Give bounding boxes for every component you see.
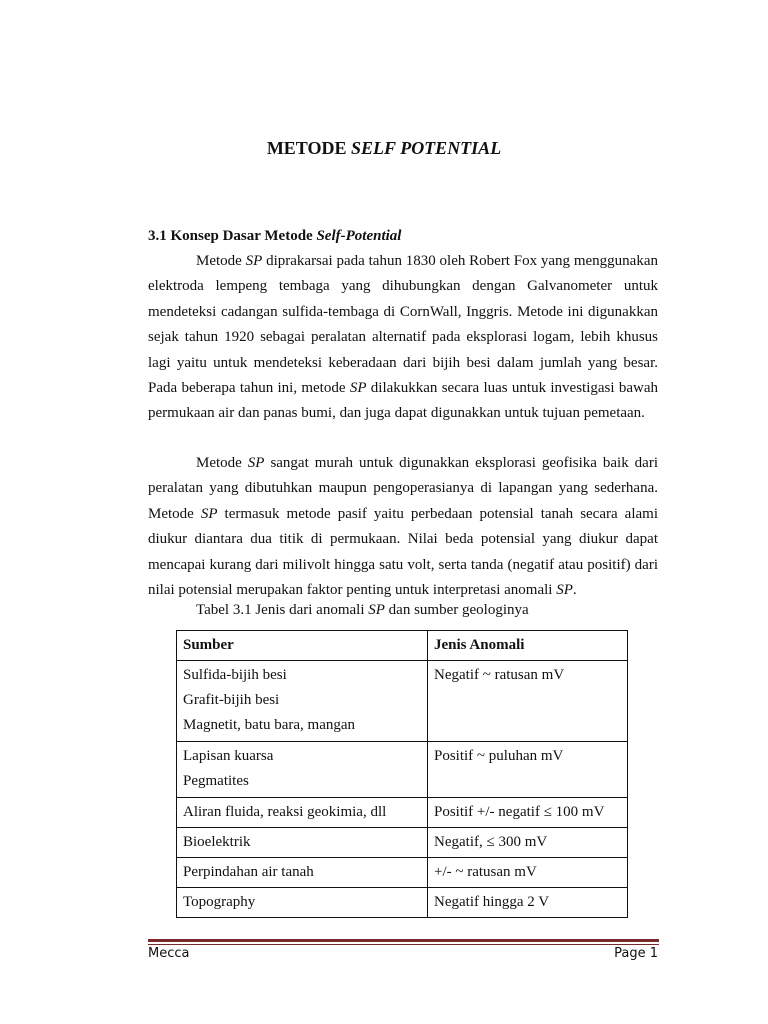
table-header-row	[177, 631, 628, 661]
source-line: Pegmatites	[183, 773, 249, 789]
table-cell-source: Aliran fluida, reaksi geokimia, dll	[177, 798, 428, 828]
table-caption-sp: SP	[368, 602, 385, 618]
table-cell-anomaly: Negatif hingga 2 V	[428, 888, 628, 918]
paragraph-2-text-a: Metode	[196, 455, 248, 471]
paragraph-1	[148, 249, 658, 427]
section-heading	[148, 228, 401, 245]
table-row	[177, 798, 628, 828]
paragraph-1-sp-a: SP	[245, 253, 263, 269]
source-line: Grafit-bijih besi	[183, 692, 280, 708]
table-cell-anomaly: Positif ~ puluhan mV	[428, 742, 628, 798]
table-row	[177, 888, 628, 918]
section-heading-label: 3.1 Konsep Dasar Metode	[148, 228, 317, 244]
source-line: Sulfida-bijih besi	[183, 667, 287, 683]
paragraph-1-sp-b: SP	[349, 380, 367, 397]
table-header-sumber: Sumber	[177, 631, 428, 661]
section-heading-italic: Self-Potential	[316, 228, 402, 244]
table-cell-anomaly: Negatif ~ ratusan mV	[428, 661, 628, 742]
table-cell-source	[177, 661, 428, 742]
paragraph-2-text-d: .	[572, 582, 577, 599]
table-cell-source: Bioelektrik	[177, 828, 428, 858]
table-cell-anomaly: Positif +/- negatif ≤ 100 mV	[428, 798, 628, 828]
table-cell-anomaly: +/- ~ ratusan mV	[428, 858, 628, 888]
table-cell-source: Topography	[177, 888, 428, 918]
table-caption-text-a: Tabel 3.1 Jenis dari anomali	[196, 602, 369, 618]
table-header-jenis-anomali: Jenis Anomali	[428, 631, 628, 661]
footer-author: Mecca	[148, 946, 190, 961]
table-caption	[196, 602, 529, 619]
table-row	[177, 742, 628, 798]
paragraph-2-text-b: sangat murah untuk digunakkan eksplorasi geofisika baik dari peralatan yang dibutuhkan maupun pengoperasianya di lapangan yang sederhana. Metode	[148, 455, 658, 522]
title-main: METODE	[266, 138, 351, 158]
paragraph-2-sp-a: SP	[247, 455, 265, 471]
paragraph-1-text-c: dilakukkan secara luas untuk investigasi bawah permukaan air dan panas bumi, dan juga dapat digunakkan untuk tujuan pemetaan.	[148, 380, 658, 422]
table-row	[177, 828, 628, 858]
paragraph-2-sp-c: SP	[556, 582, 573, 599]
table-cell-source: Perpindahan air tanah	[177, 858, 428, 888]
table-cell-anomaly: Negatif, ≤ 300 mV	[428, 828, 628, 858]
footer-rule	[148, 939, 659, 945]
paragraph-1-text-a: Metode	[196, 253, 246, 269]
table-row	[177, 858, 628, 888]
table-cell-source	[177, 742, 428, 798]
source-line: Magnetit, batu bara, mangan	[183, 717, 356, 733]
paragraph-2	[148, 451, 658, 603]
title-italic: SELF POTENTIAL	[351, 138, 502, 158]
source-line: Lapisan kuarsa	[183, 748, 274, 764]
paragraph-2-text-c: termasuk metode pasif yaitu perbedaan potensial tanah secara alami diukur diantara dua titik di permukaan. Nilai beda potensial yang diukur dapat mencapai kurang dari milivolt hingga satu volt, serta tanda (negatif atau positif) dari nilai potensial merupakan faktor penting untuk interpretasi anomali	[148, 505, 658, 599]
paragraph-1-text-b: diprakarsai pada tahun 1830 oleh Robert Fox yang menggunakan elektroda lempeng tembaga yang dihubungkan dengan Galvanometer untuk mendeteksi cadangan sulfida-tembaga di CornWall, Inggris. Metode ini digunakkan sejak tahun 1920 sebagai peralatan alternatif pada eksplorasi logam, lebih khusus lagi yaitu untuk mendeteksi keberadaan dari bijih besi dalam jumlah yang besar. Pada beberapa tahun ini, metode	[148, 253, 658, 397]
anomaly-table	[176, 630, 628, 918]
table-row	[177, 661, 628, 742]
paragraph-2-sp-b: SP	[200, 505, 218, 522]
table-caption-text-b: dan sumber geologinya	[384, 602, 529, 618]
footer-page-number: Page 1	[614, 946, 658, 961]
page-title	[0, 138, 768, 159]
